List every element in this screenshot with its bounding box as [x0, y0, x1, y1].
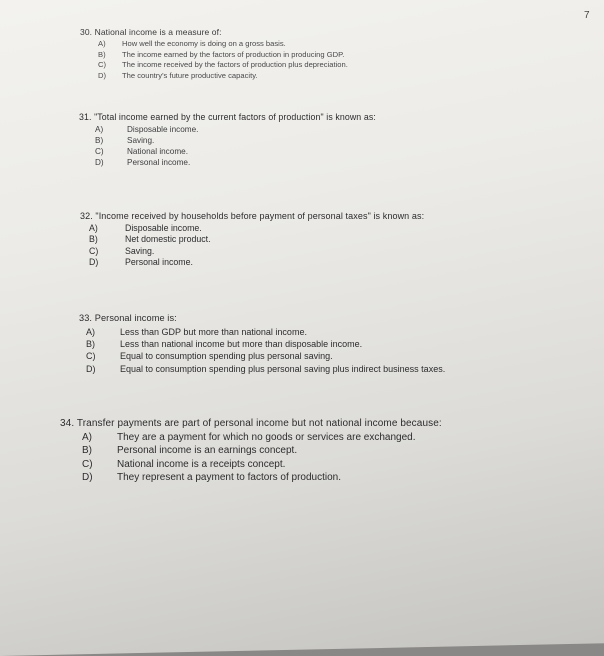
question-text: 33. Personal income is:	[79, 313, 177, 323]
option-text: Disposable income.	[127, 125, 199, 134]
option-d	[79, 363, 445, 375]
option-list	[80, 223, 424, 269]
option-text: Equal to consumption spending plus personal saving.	[120, 351, 333, 362]
option-a	[80, 39, 348, 50]
option-a	[80, 223, 424, 234]
option-letter: C)	[89, 245, 99, 256]
option-text: How well the economy is doing on a gross basis.	[122, 39, 286, 48]
option-text: Net domestic product.	[125, 234, 211, 245]
option-a	[79, 326, 445, 338]
option-d	[60, 471, 442, 484]
option-letter: B)	[86, 339, 95, 350]
option-letter: C)	[86, 351, 96, 362]
option-letter: B)	[98, 49, 106, 59]
option-d	[79, 157, 376, 168]
option-text: Personal income.	[127, 158, 191, 167]
option-letter: B)	[82, 445, 92, 457]
option-c	[80, 246, 424, 257]
option-letter: B)	[95, 136, 104, 145]
option-d	[80, 257, 424, 268]
option-text: Less than GDP but more than national income.	[120, 327, 307, 337]
option-letter: D)	[89, 257, 99, 268]
option-text: Saving.	[125, 245, 155, 256]
option-b	[80, 50, 348, 61]
option-list	[80, 39, 348, 81]
option-list	[60, 431, 442, 485]
question-31	[79, 112, 376, 168]
option-text: National income is a receipts concept.	[117, 458, 286, 470]
option-c	[60, 458, 442, 471]
option-text: National income.	[127, 147, 188, 156]
option-letter: A)	[82, 432, 92, 443]
option-text: Less than national income but more than disposable income.	[120, 339, 363, 350]
option-a	[60, 431, 442, 444]
option-letter: C)	[98, 60, 107, 70]
option-text: Saving.	[127, 136, 155, 145]
option-list	[79, 124, 376, 168]
option-letter: D)	[98, 70, 107, 80]
option-b	[79, 135, 376, 146]
option-letter: D)	[82, 472, 93, 484]
option-letter: D)	[86, 363, 96, 374]
option-letter: A)	[98, 39, 106, 48]
option-letter: C)	[95, 147, 104, 156]
page-number: 7	[584, 10, 590, 21]
option-a	[79, 124, 376, 135]
option-text: They are a payment for which no goods or services are exchanged.	[117, 432, 416, 443]
option-letter: A)	[95, 125, 104, 134]
option-text: Personal income is an earnings concept.	[117, 445, 298, 457]
option-list	[79, 326, 445, 375]
question-text: 34. Transfer payments are part of personal income but not national income because:	[60, 418, 442, 429]
option-letter: A)	[86, 327, 95, 337]
option-text: They represent a payment to factors of production.	[117, 472, 342, 484]
option-text: The country's future productive capacity.	[122, 70, 258, 80]
option-c	[79, 146, 376, 157]
option-b	[60, 444, 442, 457]
option-text: Disposable income.	[125, 223, 202, 233]
question-33	[79, 313, 445, 375]
option-d	[80, 71, 348, 82]
question-32	[80, 211, 424, 269]
option-letter: A)	[89, 223, 98, 233]
option-b	[79, 338, 445, 350]
question-34	[60, 418, 442, 485]
question-text: 30. National income is a measure of:	[80, 27, 222, 37]
question-text: 32. "Income received by households before payment of personal taxes" is known as:	[80, 211, 425, 221]
option-letter: C)	[82, 458, 93, 470]
option-text: The income earned by the factors of production in producing GDP.	[122, 49, 345, 59]
option-b	[80, 234, 424, 245]
option-text: Equal to consumption spending plus personal saving plus indirect business taxes.	[120, 363, 446, 374]
option-text: The income received by the factors of production plus depreciation.	[122, 60, 348, 70]
option-letter: D)	[95, 158, 104, 167]
option-letter: B)	[89, 234, 98, 245]
question-text: 31. "Total income earned by the current factors of production" is known as:	[79, 112, 376, 122]
option-text: Personal income.	[125, 257, 193, 268]
option-c	[80, 60, 348, 71]
question-30	[80, 27, 348, 81]
option-c	[79, 350, 445, 362]
